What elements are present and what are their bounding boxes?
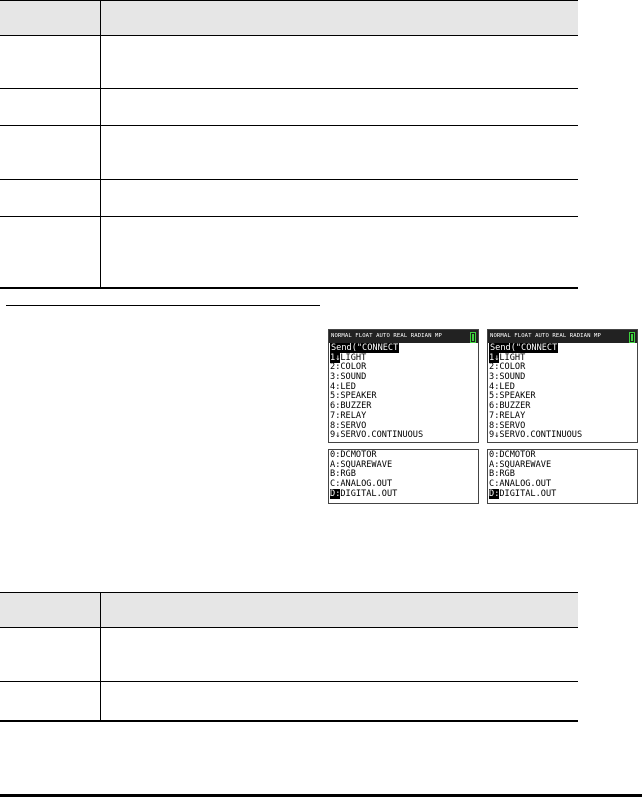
menu-item-label: SPEAKER bbox=[340, 391, 377, 402]
menu-item-key: 1 bbox=[489, 352, 495, 363]
menu-item-separator: : bbox=[335, 488, 341, 499]
menu-item-label: COLOR bbox=[499, 362, 526, 373]
menu-item-separator: : bbox=[335, 469, 341, 480]
table-row bbox=[0, 627, 578, 682]
menu-item-label: RGB bbox=[340, 469, 356, 480]
calculator-screen-continued-left bbox=[328, 449, 479, 504]
menu-item-separator: : bbox=[335, 450, 341, 460]
menu-item-label: LED bbox=[499, 381, 515, 392]
menu-item-separator: : bbox=[494, 372, 500, 383]
column-divider bbox=[100, 89, 101, 125]
menu-item-label: SERVO bbox=[499, 420, 526, 431]
calculator-status-bar: NORMAL FLOAT AUTO REAL RADIAN MP bbox=[488, 330, 637, 343]
menu-item-key: 6 bbox=[489, 401, 495, 412]
page-footer-rule bbox=[0, 794, 642, 797]
menu-item-separator: ↓ bbox=[335, 352, 341, 363]
send-connect-menu-continued bbox=[489, 451, 556, 499]
table-bottom-rule bbox=[0, 720, 578, 722]
menu-item-label: LIGHT bbox=[340, 352, 367, 363]
menu-item[interactable] bbox=[489, 431, 582, 441]
menu-item-label: LED bbox=[340, 381, 356, 392]
menu-item-separator: : bbox=[494, 469, 500, 480]
menu-item-label: ANALOG.OUT bbox=[499, 479, 552, 490]
battery-icon bbox=[629, 332, 635, 343]
menu-item-label: SQUAREWAVE bbox=[499, 459, 552, 470]
menu-item-key: D bbox=[330, 488, 336, 499]
calculator-screen-continued-right bbox=[487, 449, 638, 504]
menu-item-key: 2 bbox=[489, 362, 495, 373]
menu-item-separator: : bbox=[335, 459, 341, 470]
table-row bbox=[0, 89, 578, 126]
menu-item-key: 9 bbox=[330, 430, 336, 441]
menu-item-separator: : bbox=[494, 410, 500, 421]
column-divider bbox=[100, 682, 101, 720]
table-header-row bbox=[0, 592, 578, 628]
table-row bbox=[0, 35, 578, 89]
column-divider bbox=[100, 35, 101, 88]
table-row bbox=[0, 217, 578, 288]
menu-item[interactable] bbox=[330, 431, 423, 441]
menu-item-label: SOUND bbox=[499, 372, 526, 383]
calculator-status-bar: NORMAL FLOAT AUTO REAL RADIAN MP bbox=[329, 330, 478, 343]
menu-item-label: SOUND bbox=[340, 372, 367, 383]
menu-item-separator: : bbox=[494, 381, 500, 392]
menu-item-key: 9 bbox=[489, 430, 495, 441]
menu-item-key: 6 bbox=[330, 401, 336, 412]
table-bottom-rule bbox=[0, 287, 578, 289]
menu-item-key: 5 bbox=[330, 391, 336, 402]
menu-item-key: 7 bbox=[330, 410, 336, 421]
menu-item-label: RELAY bbox=[499, 410, 526, 421]
calculator-screen-right bbox=[487, 329, 638, 443]
battery-icon bbox=[470, 332, 476, 343]
menu-item-key: 7 bbox=[489, 410, 495, 421]
send-connect-menu bbox=[330, 344, 423, 441]
menu-item-key: C bbox=[330, 479, 336, 490]
menu-item-label: RELAY bbox=[340, 410, 367, 421]
menu-item-separator: : bbox=[335, 391, 341, 402]
table-row bbox=[0, 682, 578, 720]
menu-item-key: A bbox=[489, 459, 495, 470]
send-connect-menu bbox=[489, 344, 582, 441]
menu-item-separator: : bbox=[494, 362, 500, 373]
menu-item-label: LIGHT bbox=[499, 352, 526, 363]
table-row bbox=[0, 180, 578, 217]
menu-item-key: 4 bbox=[330, 381, 336, 392]
menu-item[interactable] bbox=[330, 490, 397, 500]
menu-item-separator: : bbox=[494, 479, 500, 490]
menu-item-separator: : bbox=[494, 391, 500, 402]
menu-item-separator: : bbox=[335, 420, 341, 431]
menu-item-separator: : bbox=[335, 362, 341, 373]
menu-item-key: B bbox=[489, 469, 495, 480]
menu-item-label: SERVO.CONTINUOUS bbox=[499, 430, 583, 441]
column-divider bbox=[100, 627, 101, 681]
menu-item-key: 8 bbox=[489, 420, 495, 431]
menu-item-key: 5 bbox=[489, 391, 495, 402]
menu-item-separator: : bbox=[494, 488, 500, 499]
menu-item-separator: : bbox=[494, 401, 500, 412]
menu-item-label: SPEAKER bbox=[499, 391, 536, 402]
menu-item-label: DIGITAL.OUT bbox=[499, 488, 557, 499]
menu-item-separator: ↓ bbox=[494, 430, 500, 441]
column-divider bbox=[100, 1, 101, 35]
menu-item-separator: : bbox=[335, 381, 341, 392]
menu-item-label: DCMOTOR bbox=[340, 450, 377, 460]
menu-item-label: RGB bbox=[499, 469, 515, 480]
send-connect-menu-continued bbox=[330, 451, 397, 499]
menu-item-label: BUZZER bbox=[340, 401, 372, 412]
menu-item-separator: : bbox=[335, 401, 341, 412]
menu-item-label: DIGITAL.OUT bbox=[340, 488, 398, 499]
menu-item[interactable] bbox=[489, 490, 556, 500]
menu-item-separator: : bbox=[494, 450, 500, 460]
column-divider bbox=[100, 217, 101, 288]
calculator-screen-left bbox=[328, 329, 479, 443]
section-rule bbox=[6, 305, 320, 306]
menu-item-key: 2 bbox=[330, 362, 336, 373]
menu-title: Send("CONNECT bbox=[490, 343, 558, 353]
column-divider bbox=[100, 126, 101, 179]
menu-item-separator: : bbox=[494, 420, 500, 431]
column-divider bbox=[100, 593, 101, 627]
menu-item-separator: : bbox=[335, 410, 341, 421]
menu-item-key: 0 bbox=[489, 450, 495, 460]
menu-item-key: 8 bbox=[330, 420, 336, 431]
menu-item-key: 3 bbox=[330, 372, 336, 383]
table-row bbox=[0, 126, 578, 180]
menu-item-label: DCMOTOR bbox=[499, 450, 536, 460]
menu-item-separator: ↓ bbox=[494, 352, 500, 363]
menu-item-separator: : bbox=[335, 479, 341, 490]
menu-item-key: 1 bbox=[330, 352, 336, 363]
menu-item-key: D bbox=[489, 488, 495, 499]
menu-item-key: B bbox=[330, 469, 336, 480]
menu-item-label: COLOR bbox=[340, 362, 367, 373]
menu-item-key: 3 bbox=[489, 372, 495, 383]
menu-item-label: ANALOG.OUT bbox=[340, 479, 393, 490]
menu-item-label: SERVO.CONTINUOUS bbox=[340, 430, 424, 441]
menu-item-separator: : bbox=[335, 372, 341, 383]
menu-item-key: C bbox=[489, 479, 495, 490]
column-divider bbox=[100, 180, 101, 216]
menu-title: Send("CONNECT bbox=[331, 343, 399, 353]
menu-item-key: 0 bbox=[330, 450, 336, 460]
menu-item-label: SQUAREWAVE bbox=[340, 459, 393, 470]
menu-item-separator: : bbox=[494, 459, 500, 470]
table-header-row bbox=[0, 0, 578, 36]
menu-item-key: 4 bbox=[489, 381, 495, 392]
menu-item-label: BUZZER bbox=[499, 401, 531, 412]
menu-item-label: SERVO bbox=[340, 420, 367, 431]
menu-item-separator: ↓ bbox=[335, 430, 341, 441]
menu-item-key: A bbox=[330, 459, 336, 470]
